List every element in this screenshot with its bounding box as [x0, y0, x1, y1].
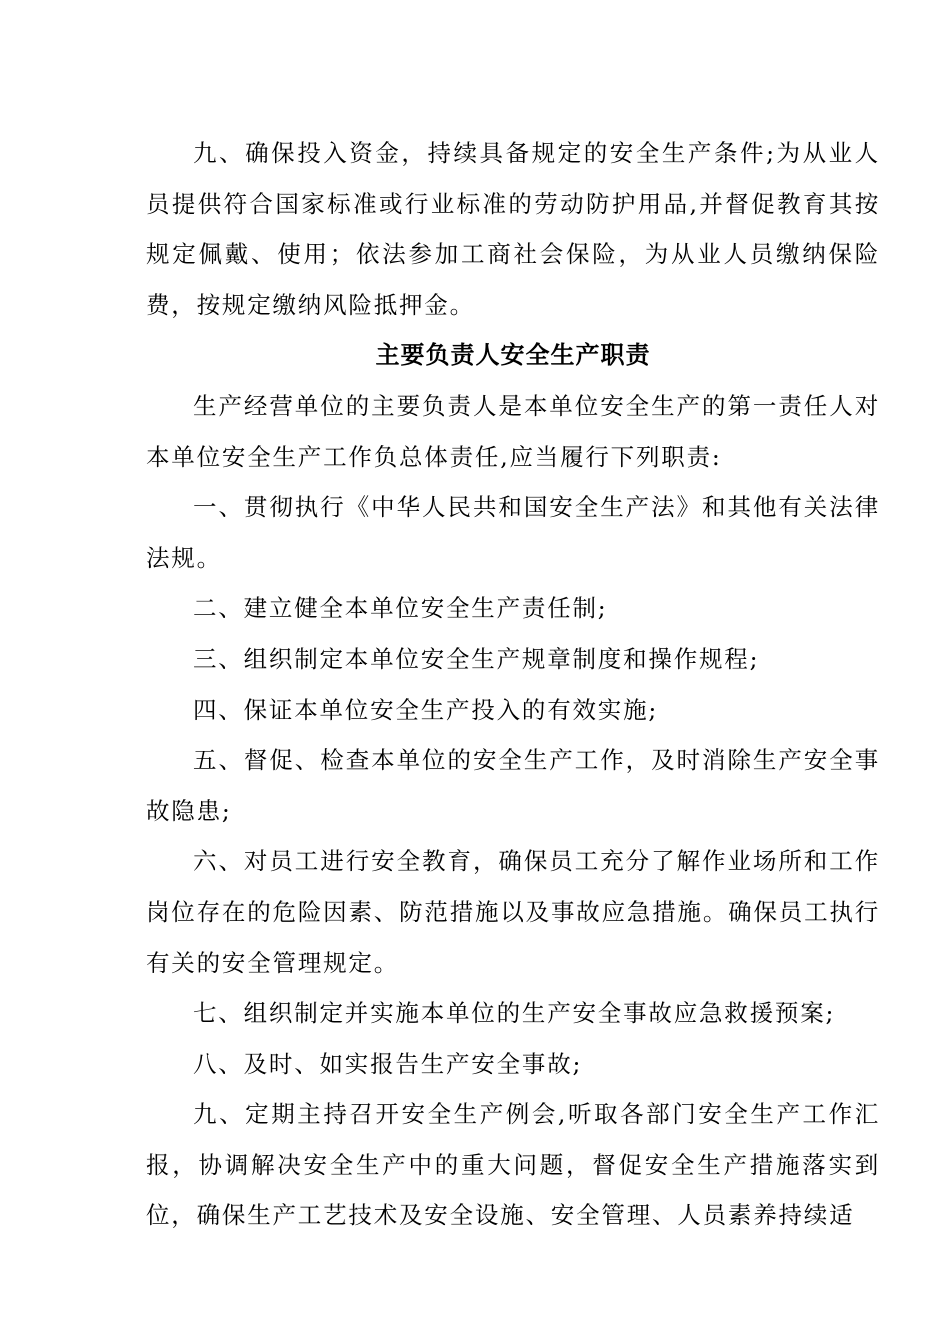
section-title: 主要负责人安全生产职责 [375, 341, 651, 370]
duty-item-1: 一、贯彻执行《中华人民共和国安全生产法》和其他有关法律法规。 [146, 493, 880, 572]
duty-item-9: 九、定期主持召开安全生产例会,听取各部门安全生产工作汇报，协调解决安全生产中的重大问题，督促安全生产措施落实到位，确保生产工艺技术及安全设施、安全管理、人员素养持续适 [146, 1100, 880, 1230]
intro-paragraph: 生产经营单位的主要负责人是本单位安全生产的第一责任人对本单位安全生产工作负总体责任,应当履行下列职责: [146, 391, 880, 471]
duty-item-7: 七、组织制定并实施本单位的生产安全事故应急救援预案; [193, 999, 836, 1028]
duty-item-8: 八、及时、如实报告生产安全事故; [193, 1049, 583, 1078]
duty-item-3: 三、组织制定本单位安全生产规章制度和操作规程; [193, 644, 760, 673]
paragraph-item-9-funding: 九、确保投入资金，持续具备规定的安全生产条件;为从业人员提供符合国家标准或行业标准的劳动防护用品,并督促教育其按规定佩戴、使用；依法参加工商社会保险，为从业人员缴纳保险费，按规定缴纳风险抵押金。 [146, 139, 880, 319]
duty-item-4: 四、保证本单位安全生产投入的有效实施; [193, 695, 659, 724]
duty-item-6: 六、对员工进行安全教育，确保员工充分了解作业场所和工作岗位存在的危险因素、防范措施以及事故应急措施。确保员工执行有关的安全管理规定。 [146, 847, 880, 977]
duty-item-2: 二、建立健全本单位安全生产责任制; [193, 594, 608, 623]
duty-item-5: 五、督促、检查本单位的安全生产工作，及时消除生产安全事故隐患; [146, 746, 880, 825]
document-body [146, 128, 880, 1241]
